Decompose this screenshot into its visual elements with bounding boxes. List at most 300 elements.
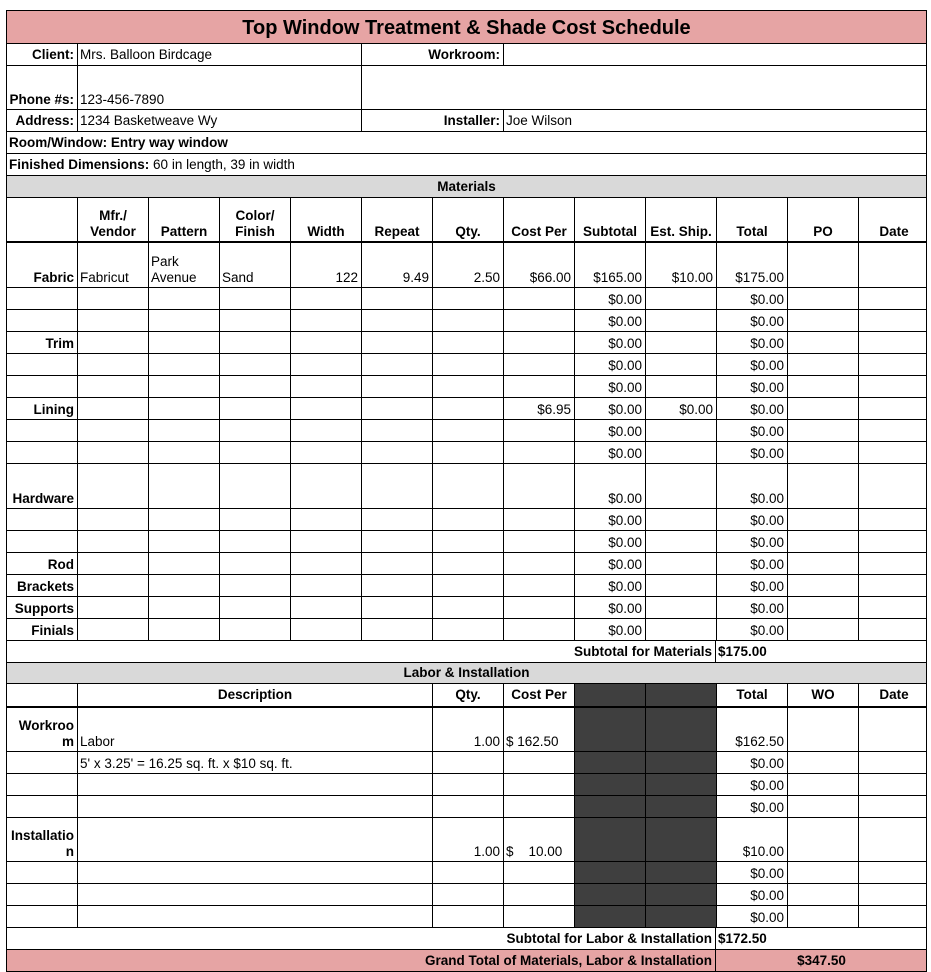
materials-cell-pattern[interactable] [149,332,220,353]
materials-cell-color[interactable] [220,575,291,596]
materials-cell-vendor[interactable] [78,619,149,640]
labor-dark-cell [646,862,717,883]
materials-cell-repeat[interactable] [362,509,433,530]
materials-cell-est-ship[interactable] [646,619,717,640]
labor-cell-description[interactable] [78,774,433,795]
labor-cell-category [7,708,78,751]
materials-cell-total[interactable] [717,597,788,618]
materials-cell-color[interactable] [220,509,291,530]
materials-cell-width[interactable] [291,398,362,419]
materials-cell-cost-per[interactable] [504,464,575,508]
materials-cell-po[interactable] [788,420,859,441]
materials-cell-subtotal[interactable] [575,575,646,596]
materials-cell-total[interactable] [717,332,788,353]
materials-cell-repeat[interactable] [362,442,433,463]
materials-cell-total[interactable] [717,288,788,309]
materials-cell-date[interactable] [859,464,929,508]
cell-value: $0.00 [750,292,784,307]
materials-cell-vendor[interactable] [78,597,149,618]
cell-value: Brackets [16,579,74,594]
materials-cell-est-ship[interactable] [646,243,717,287]
labor-cell-wo[interactable] [788,774,859,795]
materials-cell-color[interactable] [220,553,291,574]
materials-cell-po[interactable] [788,310,859,331]
labor-cell-wo[interactable] [788,818,859,861]
labor-cell-date[interactable] [859,884,929,905]
materials-cell-cost-per[interactable] [504,288,575,309]
materials-cell-qty[interactable] [433,464,504,508]
cell-value: 5' x 3.25' = 16.25 sq. ft. x $10 sq. ft. [80,756,293,771]
materials-cell-repeat[interactable] [362,376,433,397]
cell-value: $0.00 [608,336,642,351]
materials-cell-total[interactable] [717,354,788,375]
materials-cell-vendor[interactable] [78,420,149,441]
materials-cell-vendor[interactable] [78,575,149,596]
materials-cell-pattern[interactable] [149,619,220,640]
materials-cell-pattern[interactable] [149,575,220,596]
materials-cell-width[interactable] [291,376,362,397]
materials-cell-width[interactable] [291,288,362,309]
materials-cell-subtotal[interactable] [575,288,646,309]
materials-cell-est-ship[interactable] [646,310,717,331]
labor-cell-qty[interactable] [433,862,504,883]
materials-cell-cost-per[interactable] [504,442,575,463]
cell-value: Lining [33,402,74,417]
materials-cell-pattern[interactable] [149,243,220,287]
materials-cell-width[interactable] [291,509,362,530]
materials-cell-repeat[interactable] [362,619,433,640]
cell-value: $0.00 [750,866,784,881]
materials-cell-subtotal[interactable] [575,531,646,552]
materials-cell-cost-per[interactable] [504,354,575,375]
labor-cell-qty[interactable] [433,884,504,905]
materials-cell-total[interactable] [717,398,788,419]
materials-cell-est-ship[interactable] [646,354,717,375]
address-label: Address: [7,110,78,131]
labor-cell-wo[interactable] [788,884,859,905]
materials-col-header-text: Est. Ship. [650,224,712,239]
materials-cell-color[interactable] [220,288,291,309]
materials-cell-est-ship[interactable] [646,531,717,552]
materials-cell-cost-per[interactable] [504,575,575,596]
materials-cell-repeat[interactable] [362,464,433,508]
labor-cell-qty[interactable] [433,906,504,927]
materials-cell-qty[interactable] [433,376,504,397]
materials-cell-repeat[interactable] [362,531,433,552]
materials-cell-color[interactable] [220,243,291,287]
materials-cell-vendor[interactable] [78,509,149,530]
materials-cell-total[interactable] [717,376,788,397]
materials-cell-cost-per[interactable] [504,310,575,331]
cell-value: Park Avenue [151,254,197,285]
labor-cell-total[interactable] [717,818,788,861]
materials-cell-subtotal[interactable] [575,553,646,574]
client-row [6,44,927,66]
labor-cell-total[interactable] [717,774,788,795]
labor-col-header-date [859,684,929,706]
materials-cell-pattern[interactable] [149,310,220,331]
labor-cell-cost-per[interactable] [504,862,575,883]
labor-cell-qty[interactable] [433,796,504,817]
labor-cell-total[interactable] [717,884,788,905]
materials-cell-category [7,420,78,441]
labor-cell-qty[interactable] [433,752,504,773]
materials-col-header-repeat [362,198,433,241]
materials-cell-qty[interactable] [433,243,504,287]
materials-cell-vendor[interactable] [78,243,149,287]
materials-cell-width[interactable] [291,619,362,640]
materials-cell-total[interactable] [717,420,788,441]
materials-cell-pattern[interactable] [149,398,220,419]
cell-value: 9.49 [402,270,429,285]
materials-cell-subtotal[interactable] [575,332,646,353]
labor-cell-cost-per[interactable] [504,774,575,795]
materials-cell-cost-per[interactable] [504,553,575,574]
materials-col-header-text: Width [307,224,345,239]
cell-value: Rod [47,557,74,572]
materials-cell-width[interactable] [291,420,362,441]
materials-cell-po[interactable] [788,619,859,640]
materials-cell-repeat[interactable] [362,288,433,309]
materials-cell-est-ship[interactable] [646,509,717,530]
materials-cell-qty[interactable] [433,597,504,618]
materials-cell-cost-per[interactable] [504,243,575,287]
materials-cell-qty[interactable] [433,398,504,419]
labor-cell-total[interactable] [717,862,788,883]
materials-cell-repeat[interactable] [362,398,433,419]
materials-cell-vendor[interactable] [78,464,149,508]
materials-cell-vendor[interactable] [78,332,149,353]
table-row [6,796,927,818]
materials-cell-subtotal[interactable] [575,398,646,419]
materials-cell-vendor[interactable] [78,288,149,309]
dimensions-cell[interactable] [7,154,926,175]
materials-cell-qty[interactable] [433,420,504,441]
materials-cell-subtotal[interactable] [575,376,646,397]
labor-cell-total[interactable] [717,906,788,927]
materials-cell-color[interactable] [220,332,291,353]
labor-cell-wo[interactable] [788,796,859,817]
materials-cell-vendor[interactable] [78,398,149,419]
materials-subtotal-row [6,641,927,663]
cell-value: $0.00 [608,424,642,439]
materials-cell-width[interactable] [291,553,362,574]
materials-cell-po[interactable] [788,553,859,574]
materials-cell-vendor[interactable] [78,531,149,552]
materials-cell-qty[interactable] [433,575,504,596]
materials-cell-subtotal[interactable] [575,509,646,530]
materials-cell-width[interactable] [291,464,362,508]
labor-cell-wo[interactable] [788,708,859,751]
materials-cell-date[interactable] [859,354,929,375]
materials-cell-est-ship[interactable] [646,420,717,441]
materials-cell-pattern[interactable] [149,597,220,618]
materials-cell-po[interactable] [788,243,859,287]
materials-cell-color[interactable] [220,398,291,419]
materials-cell-po[interactable] [788,332,859,353]
materials-cell-date[interactable] [859,310,929,331]
materials-cell-po[interactable] [788,597,859,618]
materials-cell-est-ship[interactable] [646,398,717,419]
materials-cell-total[interactable] [717,553,788,574]
materials-cell-date[interactable] [859,420,929,441]
labor-cell-description[interactable] [78,906,433,927]
materials-cell-category [7,332,78,353]
labor-cell-date[interactable] [859,796,929,817]
materials-cell-color[interactable] [220,310,291,331]
materials-cell-est-ship[interactable] [646,288,717,309]
labor-cell-description[interactable] [78,818,433,861]
materials-cell-est-ship[interactable] [646,376,717,397]
installer-value[interactable]: Joe Wilson [506,112,573,128]
materials-cell-total[interactable] [717,243,788,287]
client-value[interactable]: Mrs. Balloon Birdcage [78,44,362,65]
materials-cell-date[interactable] [859,376,929,397]
labor-cell-date[interactable] [859,708,929,751]
materials-cell-cost-per[interactable] [504,509,575,530]
labor-cell-description[interactable] [78,862,433,883]
materials-cell-po[interactable] [788,531,859,552]
materials-cell-width[interactable] [291,310,362,331]
room-cell[interactable] [7,132,926,153]
labor-cell-cost-per[interactable] [504,884,575,905]
materials-cell-cost-per[interactable] [504,420,575,441]
table-row [6,354,927,376]
labor-col-header-qty [433,684,504,706]
materials-col-header-cost-per [504,198,575,241]
materials-cell-date[interactable] [859,509,929,530]
labor-col-header-text: Cost Per [511,687,567,702]
address-value[interactable]: 1234 Basketweave Wy [78,110,362,131]
materials-cell-cost-per[interactable] [504,398,575,419]
cell-value: $0.00 [608,579,642,594]
labor-cell-date[interactable] [859,906,929,927]
materials-cell-date[interactable] [859,553,929,574]
materials-cell-qty[interactable] [433,619,504,640]
materials-cell-color[interactable] [220,376,291,397]
materials-cell-width[interactable] [291,575,362,596]
labor-col-header-text: Date [879,687,909,702]
labor-col-header-blank [646,684,717,706]
materials-cell-total[interactable] [717,619,788,640]
materials-cell-vendor[interactable] [78,553,149,574]
materials-header-row [6,198,927,243]
table-row [6,442,927,464]
labor-cell-date[interactable] [859,862,929,883]
materials-cell-pattern[interactable] [149,464,220,508]
labor-cell-description[interactable] [78,708,433,751]
materials-cell-date[interactable] [859,288,929,309]
materials-cell-repeat[interactable] [362,243,433,287]
cost-schedule-sheet [6,10,927,972]
materials-cell-date[interactable] [859,332,929,353]
materials-cell-pattern[interactable] [149,420,220,441]
materials-cell-repeat[interactable] [362,420,433,441]
materials-cell-total[interactable] [717,575,788,596]
materials-cell-repeat[interactable] [362,310,433,331]
labor-cell-description[interactable] [78,752,433,773]
materials-cell-color[interactable] [220,420,291,441]
materials-cell-pattern[interactable] [149,376,220,397]
materials-cell-repeat[interactable] [362,332,433,353]
cell-value: $0.00 [608,446,642,461]
labor-cell-date[interactable] [859,752,929,773]
materials-cell-cost-per[interactable] [504,376,575,397]
installer-label: Installer: [362,110,504,131]
materials-cell-subtotal[interactable] [575,597,646,618]
materials-cell-pattern[interactable] [149,442,220,463]
materials-cell-color[interactable] [220,464,291,508]
materials-cell-subtotal[interactable] [575,243,646,287]
materials-cell-po[interactable] [788,288,859,309]
cell-value: $0.00 [750,446,784,461]
labor-cell-description[interactable] [78,796,433,817]
materials-cell-total[interactable] [717,310,788,331]
materials-cell-vendor[interactable] [78,376,149,397]
materials-cell-total[interactable] [717,531,788,552]
materials-cell-pattern[interactable] [149,288,220,309]
materials-cell-cost-per[interactable] [504,531,575,552]
table-row [6,509,927,531]
materials-cell-pattern[interactable] [149,354,220,375]
materials-cell-width[interactable] [291,442,362,463]
materials-cell-date[interactable] [859,575,929,596]
materials-cell-subtotal[interactable] [575,619,646,640]
labor-cell-qty[interactable] [433,708,504,751]
labor-cell-wo[interactable] [788,906,859,927]
materials-cell-repeat[interactable] [362,575,433,596]
materials-col-header-category [7,198,78,241]
labor-cell-total[interactable] [717,708,788,751]
labor-cell-total[interactable] [717,752,788,773]
labor-cell-wo[interactable] [788,862,859,883]
materials-cell-subtotal[interactable] [575,464,646,508]
materials-cell-qty[interactable] [433,531,504,552]
materials-cell-cost-per[interactable] [504,597,575,618]
labor-cell-cost-per[interactable] [504,906,575,927]
table-row [6,597,927,619]
grand-total-value: $347.50 [797,952,846,968]
materials-section-title: Materials [6,176,927,198]
materials-col-header-text: Repeat [374,224,420,239]
materials-cell-est-ship[interactable] [646,464,717,508]
materials-cell-qty[interactable] [433,310,504,331]
labor-cell-description[interactable] [78,884,433,905]
labor-cell-cost-per[interactable] [504,752,575,773]
materials-cell-width[interactable] [291,531,362,552]
table-row [6,243,927,288]
materials-cell-po[interactable] [788,509,859,530]
labor-col-header-category [7,684,78,706]
labor-cell-date[interactable] [859,774,929,795]
materials-cell-po[interactable] [788,398,859,419]
materials-cell-color[interactable] [220,354,291,375]
materials-cell-cost-per[interactable] [504,332,575,353]
materials-cell-pattern[interactable] [149,531,220,552]
materials-cell-pattern[interactable] [149,553,220,574]
materials-cell-repeat[interactable] [362,553,433,574]
materials-cell-qty[interactable] [433,354,504,375]
materials-cell-po[interactable] [788,376,859,397]
materials-cell-subtotal[interactable] [575,420,646,441]
materials-cell-category [7,619,78,640]
materials-cell-qty[interactable] [433,553,504,574]
labor-dark-cell [646,906,717,927]
materials-cell-date[interactable] [859,398,929,419]
materials-cell-width[interactable] [291,243,362,287]
labor-cell-qty[interactable] [433,818,504,861]
cell-value: $0.00 [608,513,642,528]
labor-cell-date[interactable] [859,818,929,861]
materials-cell-est-ship[interactable] [646,442,717,463]
materials-cell-vendor[interactable] [78,310,149,331]
materials-cell-vendor[interactable] [78,442,149,463]
materials-cell-est-ship[interactable] [646,553,717,574]
materials-cell-qty[interactable] [433,509,504,530]
materials-cell-po[interactable] [788,354,859,375]
materials-cell-repeat[interactable] [362,597,433,618]
cell-value: $0.00 [750,888,784,903]
materials-cell-width[interactable] [291,597,362,618]
labor-cell-wo[interactable] [788,752,859,773]
table-row [6,862,927,884]
materials-cell-est-ship[interactable] [646,575,717,596]
materials-cell-cost-per[interactable] [504,619,575,640]
materials-cell-subtotal[interactable] [575,354,646,375]
materials-cell-total[interactable] [717,442,788,463]
materials-cell-color[interactable] [220,597,291,618]
workroom-value[interactable] [504,44,926,65]
labor-cell-cost-per[interactable] [504,818,575,861]
materials-cell-qty[interactable] [433,442,504,463]
materials-col-header-text: Total [736,224,768,239]
materials-cell-subtotal[interactable] [575,442,646,463]
materials-cell-date[interactable] [859,597,929,618]
materials-cell-width[interactable] [291,332,362,353]
materials-cell-pattern[interactable] [149,509,220,530]
labor-cell-qty[interactable] [433,774,504,795]
materials-cell-po[interactable] [788,442,859,463]
materials-cell-total[interactable] [717,464,788,508]
labor-cell-category [7,796,78,817]
materials-cell-est-ship[interactable] [646,332,717,353]
materials-cell-vendor[interactable] [78,354,149,375]
labor-cell-cost-per[interactable] [504,796,575,817]
materials-cell-color[interactable] [220,531,291,552]
materials-cell-qty[interactable] [433,332,504,353]
materials-cell-po[interactable] [788,464,859,508]
materials-cell-date[interactable] [859,531,929,552]
materials-cell-est-ship[interactable] [646,597,717,618]
materials-cell-color[interactable] [220,619,291,640]
materials-cell-subtotal[interactable] [575,310,646,331]
labor-cell-cost-per[interactable] [504,708,575,751]
materials-cell-color[interactable] [220,442,291,463]
materials-cell-date[interactable] [859,243,929,287]
materials-cell-date[interactable] [859,619,929,640]
labor-cell-total[interactable] [717,796,788,817]
materials-cell-repeat[interactable] [362,354,433,375]
phone-value[interactable]: 123-456-7890 [78,66,362,109]
materials-cell-po[interactable] [788,575,859,596]
cell-value: $0.00 [608,292,642,307]
materials-cell-total[interactable] [717,509,788,530]
materials-cell-date[interactable] [859,442,929,463]
materials-cell-width[interactable] [291,354,362,375]
materials-col-header-text: Qty. [455,224,481,239]
materials-cell-qty[interactable] [433,288,504,309]
room-value: Entry way window [110,134,228,150]
